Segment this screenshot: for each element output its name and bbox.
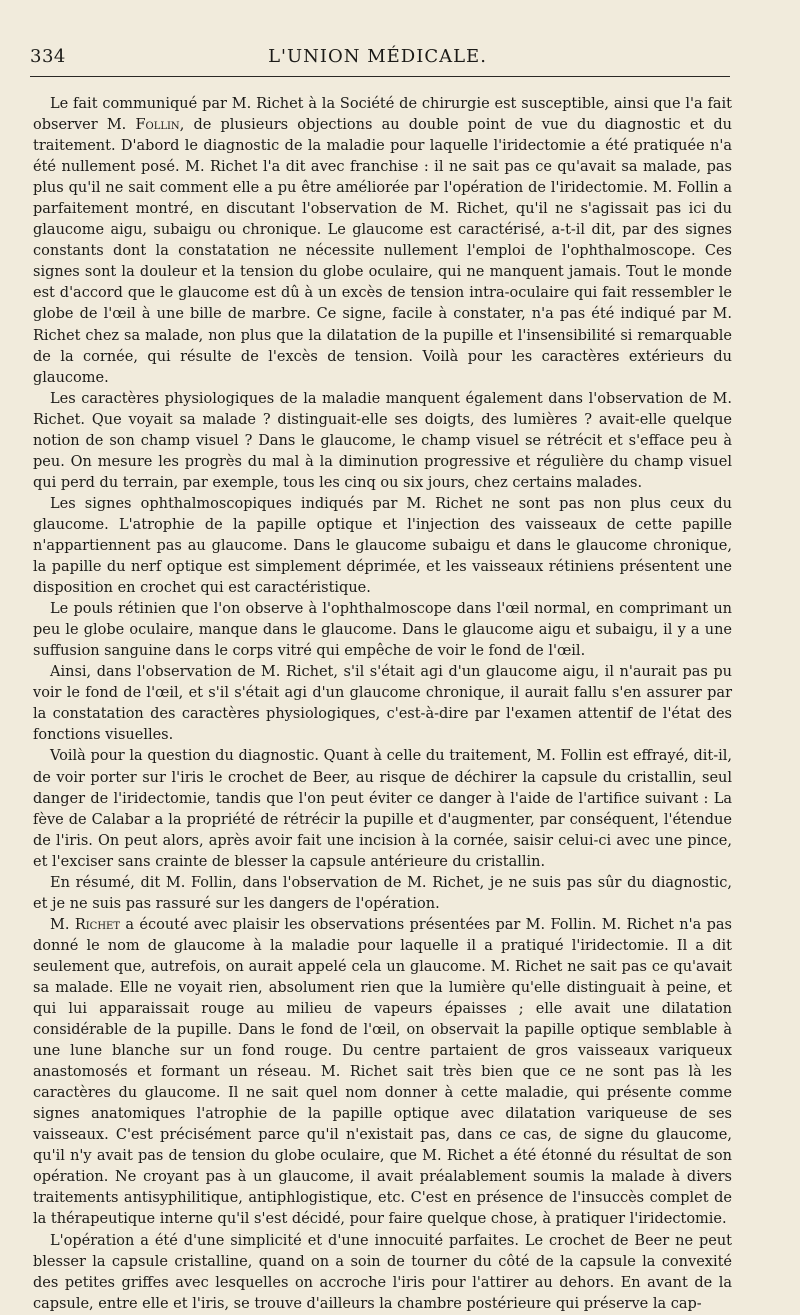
page-number: 334	[30, 46, 66, 67]
paragraph: Voilà pour la question du diagnostic. Quant à celle du traitement, M. Follin est effrayé, dit-il, de voir porter sur l'iris le crochet de Beer, au risque de déchirer la capsule du cristallin, seul danger de l'iridectomie, tandis que l'on peut éviter ce danger à l'aide de l'artifice suivant : La fève de Calabar a la propriété de rétrécir la pupille et d'augmenter, par conséquent, l'étendue de l'iris. On peut alors, après avoir fait une incision à la cornée, saisir celui-ci avec une pince, et l'exciser sans crainte de blesser la capsule antérieure du cristallin.	[33, 748, 732, 870]
header-rule	[30, 76, 730, 77]
journal-title: L'UNION MÉDICALE.	[268, 46, 487, 67]
paragraph: Ainsi, dans l'observation de M. Richet, s'il s'était agi d'un glaucome aigu, il n'aurait pas pu voir le fond de l'œil, et s'il s'était agi d'un glaucome chronique, il aurait fallu s'en assurer par la constatation des caractères physiologiques, c'est-à-dire par l'examen attentif de l'état des fonctions visuelles.	[33, 664, 732, 744]
paragraph: Le pouls rétinien que l'on observe à l'ophthalmoscope dans l'œil normal, en comprimant un peu le globe oculaire, manque dans le glaucome. Dans le glaucome aigu et subaigu, il y a une suffusion sanguine dans le corps vitré qui empêche de voir le fond de l'œil.	[33, 601, 732, 660]
paragraph: Les signes ophthalmoscopiques indiqués par M. Richet ne sont pas non plus ceux du glaucome. L'atrophie de la papille optique et l'injection des vaisseaux de cette papille n'appartiennent pas au glaucome. Dans le glaucome subaigu et dans le glaucome chronique, la papille du nerf optique est simplement déprimée, et les vaisseaux rétiniens présentent une disposition en crochet qui est caractéristique.	[33, 495, 732, 597]
paragraph: Les caractères physiologiques de la maladie manquent également dans l'observation de M. Richet. Que voyait sa malade ? distinguait-elle ses doigts, des lumières ? avait-elle quelque notion de son champ visuel ? Dans le glaucome, le champ visuel se rétrécit et s'efface peu à peu. On mesure les progrès du mal à la diminution progressive et régulière du champ visuel qui perd du terrain, par exemple, tous les cinq ou six jours, chez certains malades.	[33, 390, 732, 491]
paragraph: L'opération a été d'une simplicité et d'une innocuité parfaites. Le crochet de Beer ne peut blesser la capsule cristalline, quand on a soin de tourner du côté de la capsule la convexité des petites griffes avec lesquelles on accroche l'iris pour l'attirer au dehors. En avant de la capsule, entre elle et l'iris, se trouve d'ailleurs la chambre postérieure qui préserve la cap-	[33, 1232, 732, 1312]
running-header	[30, 44, 725, 72]
paragraph: En résumé, dit M. Follin, dans l'observation de M. Richet, je ne suis pas sûr du diagnostic, et je ne suis pas rassuré sur les dangers de l'opération.	[33, 874, 732, 912]
article-body	[33, 94, 732, 1315]
paragraph: Le fait communiqué par M. Richet à la Société de chirurgie est susceptible, ainsi que l'a fait observer M. Follin, de plusieurs objections au double point de vue du diagnostic et du traitement. D'abord le diagnostic de la maladie pour laquelle l'iridectomie a été pratiquée n'a été nullement posé. M. Richet l'a dit avec franchise : il ne sait pas ce qu'avait sa malade, pas plus qu'il ne sait comment elle a pu être améliorée par l'opération de l'iridectomie. M. Follin a parfaitement montré, en discutant l'observation de M. Richet, qu'il ne s'agissait pas ici du glaucome aigu, subaigu ou chronique. Le glaucome est caractérisé, a-t-il dit, par des signes constants dont la constatation ne nécessite nullement l'emploi de l'ophthalmoscope. Ces signes sont la douleur et la tension du globe oculaire, qui ne manquent jamais. Tout le monde est d'accord que le glaucome est dû à un excès de tension intra-oculaire qui fait ressembler le globe de l'œil à une bille de marbre. Ce signe, facile à constater, n'a pas été indiqué par M. Richet chez sa malade, non plus que la dilatation de la pupille et l'insensibilité si remarquable de la cornée, qui résulte de l'excès de tension. Voilà pour les caractères extérieurs du glaucome.	[33, 96, 733, 386]
paragraph: M. Richet a écouté avec plaisir les observations présentées par M. Follin. M. Richet n'a pas donné le nom de glaucome à la maladie pour laquelle il a pratiqué l'iridectomie. Il a dit seulement que, autrefois, on aurait appelé cela un glaucome. M. Richet ne sait pas ce qu'avait sa malade. Elle ne voyait rien, absolument rien que la lumière qu'elle distinguait à peine, et qui lui apparaissait rouge au milieu de vapeurs épaisses ; elle avait une dilatation considérable de la pupille. Dans le fond de l'œil, on observait la papille optique semblable à une lune blanche sur un fond rouge. Du centre partaient de gros vaisseaux variqueux anastomosés et formant un réseau. M. Richet sait très bien que ce ne sont pas là les caractères du glaucome. Il ne sait quel nom donner à cette maladie, qui présente comme signes anatomiques l'atrophie de la papille optique avec dilatation variqueuse de ses vaisseaux. C'est précisément parce qu'il n'existait pas, dans ce cas, de signe du glaucome, qu'il n'y avait pas de tension du globe oculaire, que M. Richet a été étonné du résultat de son opération. Ne croyant pas à un glaucome, il avait préalablement soumis la malade à divers traitements antisyphilitique, antiphlogistique, etc. C'est en présence de l'insuccès complet de la thérapeutique interne qu'il s'est décidé, pour faire quelque chose, à pratiquer l'iridectomie.	[33, 916, 732, 1228]
